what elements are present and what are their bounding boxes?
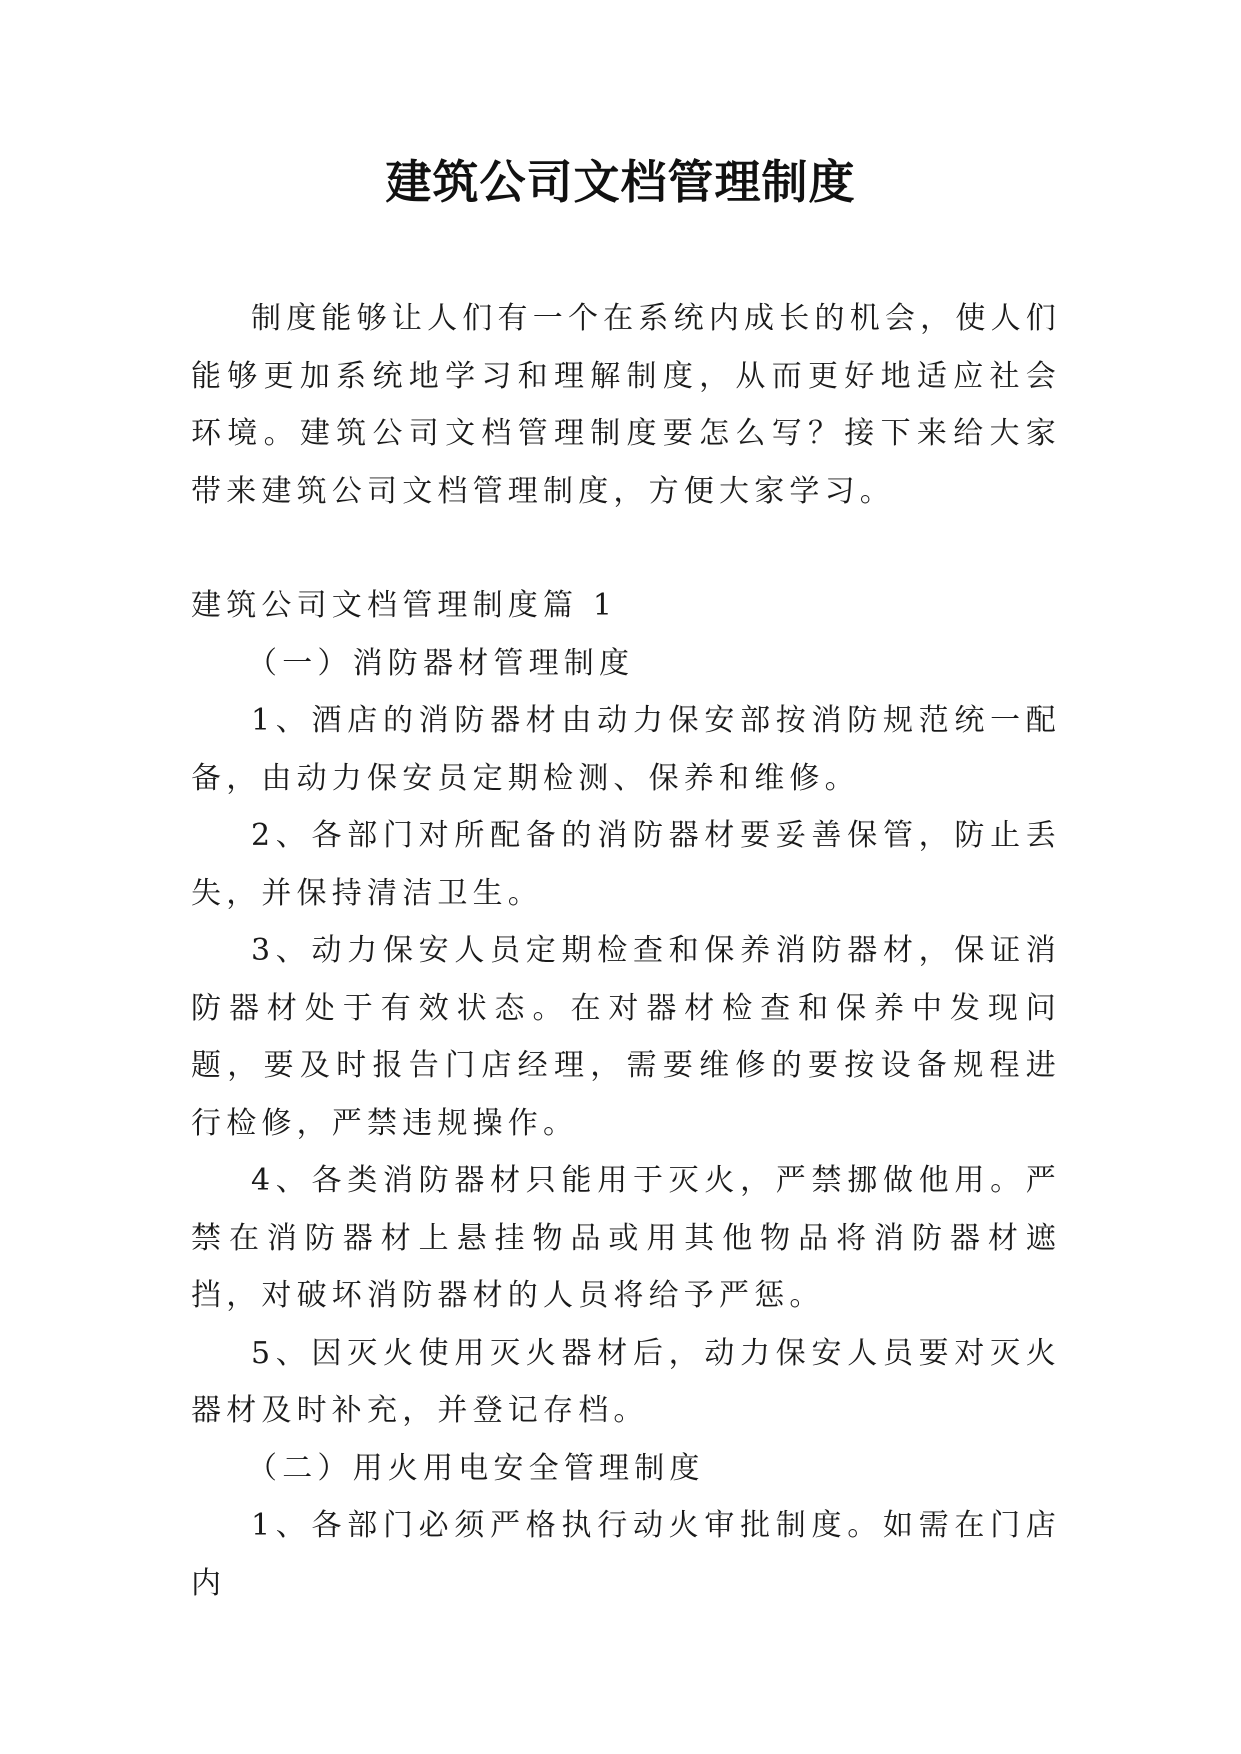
part-heading-fire-equipment: （一）消防器材管理制度 — [247, 645, 635, 681]
list-item: 1、各部门必须严格执行动火审批制度。如需在门店内 — [191, 1508, 1061, 1601]
spacer — [191, 520, 1061, 577]
document-title: 建筑公司文档管理制度 — [385, 155, 856, 209]
list-item: 5、因灭火使用灭火器材后，动力保安人员要对灭火器材及时补充，并登记存档。 — [191, 1335, 1061, 1428]
list-item: 4、各类消防器材只能用于灭火，严禁挪做他用。严禁在消防器材上悬挂物品或用其他物品将消防器材遮挡，对破坏消防器材的人员将给予严惩。 — [191, 1163, 1061, 1313]
intro-paragraph: 制度能够让人们有一个在系统内成长的机会，使人们能够更加系统地学习和理解制度，从而更好地适应社会环境。建筑公司文档管理制度要怎么写？接下来给大家带来建筑公司文档管理制度，方便大家学习。 — [191, 301, 1061, 509]
document-body — [191, 290, 1061, 1612]
section-heading: 建筑公司文档管理制度篇 1 — [191, 588, 618, 623]
list-item: 2、各部门对所配备的消防器材要妥善保管，防止丢失，并保持清洁卫生。 — [191, 818, 1061, 911]
list-item: 3、动力保安人员定期检查和保养消防器材，保证消防器材处于有效状态。在对器材检查和保养中发现问题，要及时报告门店经理，需要维修的要按设备规程进行检修，严禁违规操作。 — [191, 933, 1061, 1141]
part-heading-fire-electric-safety: （二）用火用电安全管理制度 — [247, 1450, 705, 1486]
list-item: 1、酒店的消防器材由动力保安部按消防规范统一配备，由动力保安员定期检测、保养和维修。 — [191, 703, 1061, 796]
